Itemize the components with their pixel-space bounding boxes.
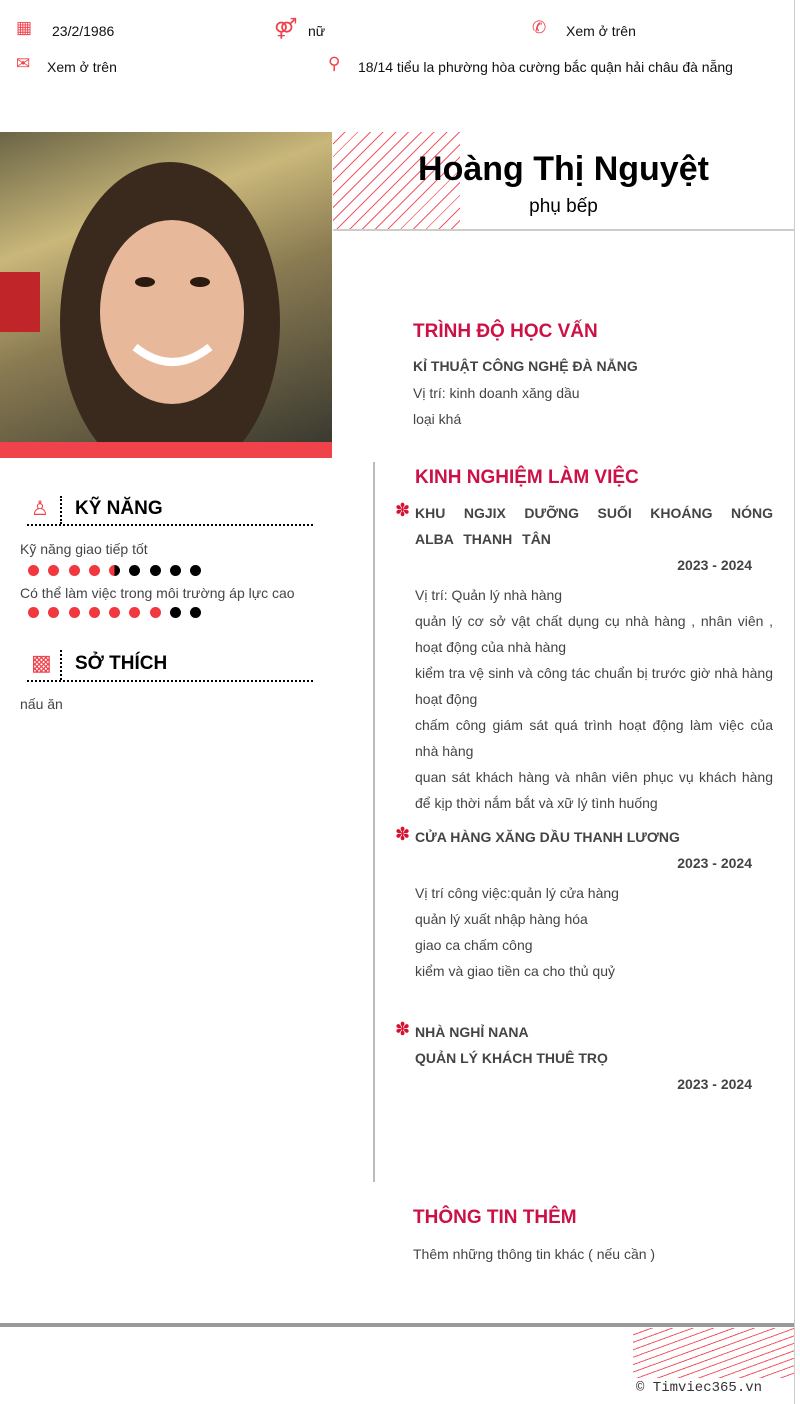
gender-icon: ⚤ bbox=[274, 18, 298, 40]
flower-icon: ✽ bbox=[395, 500, 411, 520]
job-period: 2023 - 2024 bbox=[677, 1076, 752, 1092]
location-pin-icon: ⚲ bbox=[328, 54, 341, 73]
footer-bar bbox=[0, 1323, 794, 1327]
rating-dot bbox=[129, 565, 140, 576]
calendar-icon: ▦ bbox=[16, 18, 33, 37]
job-desc: Vị trí: Quản lý nhà hàng quản lý cơ sở vật chất dụng cụ nhà hàng , nhân viên , hoạt động của nhà hàng kiểm tra vệ sinh và công tác chuẩn bị trước giờ nhà hàng hoạt động chấm công giám sát quá trình hoạt động làm việc của nhà hàng quan sát khách hàng và nhân viên phục vụ khách hàng để kịp thời nắm bắt và xữ lý tình huống bbox=[415, 587, 773, 811]
column-divider bbox=[373, 462, 375, 1182]
job-desc: Vị trí công việc:quản lý cửa hàng quản lý xuất nhập hàng hóa giao ca chấm công kiểm và giao tiền ca cho thủ quỷ bbox=[415, 885, 619, 979]
job-entry bbox=[395, 824, 773, 984]
company-name: NHÀ NGHỈ NANA bbox=[415, 1024, 529, 1040]
rating-dot bbox=[190, 607, 201, 618]
hobby-text: nấu ăn bbox=[20, 696, 63, 712]
job-title: phụ bếp bbox=[529, 196, 598, 217]
footer-stripes bbox=[633, 1328, 794, 1378]
additional-title: THÔNG TIN THÊM bbox=[413, 1207, 577, 1228]
rating-dot bbox=[109, 565, 120, 576]
education-title: TRÌNH ĐỘ HỌC VẤN bbox=[413, 321, 598, 342]
birthday: 23/2/1986 bbox=[52, 23, 115, 39]
header-divider bbox=[333, 229, 794, 231]
job-period: 2023 - 2024 bbox=[677, 557, 752, 573]
skills-header bbox=[27, 494, 313, 526]
flower-icon: ✽ bbox=[395, 1019, 411, 1039]
skills-icon: ♙ bbox=[31, 498, 49, 520]
hobbies-header bbox=[27, 648, 313, 682]
rating-dot bbox=[150, 565, 161, 576]
experience-title: KINH NGHIỆM LÀM VIỆC bbox=[415, 467, 639, 488]
address: 18/14 tiểu la phường hòa cường bắc quận hải châu đà nẵng bbox=[358, 59, 733, 75]
job-entry bbox=[395, 1019, 773, 1097]
rating-dot bbox=[69, 607, 80, 618]
email-icon: ✉ bbox=[16, 54, 31, 73]
copyright: © Timviec365.vn bbox=[636, 1380, 763, 1396]
job-position: QUẢN LÝ KHÁCH THUÊ TRỌ bbox=[415, 1050, 608, 1066]
rating-dot bbox=[28, 607, 39, 618]
gender: nữ bbox=[308, 23, 326, 39]
phone-icon: ✆ bbox=[532, 18, 547, 37]
rating-dot bbox=[48, 607, 59, 618]
rating-dot bbox=[170, 607, 181, 618]
skill-rating bbox=[28, 563, 211, 581]
divider bbox=[60, 496, 62, 524]
education-line: loại khá bbox=[413, 411, 462, 427]
skill-name: Kỹ năng giao tiếp tốt bbox=[20, 541, 148, 557]
photo-accent-bar bbox=[0, 442, 332, 458]
rating-dot bbox=[150, 607, 161, 618]
profile-photo bbox=[0, 132, 332, 442]
flower-icon: ✽ bbox=[395, 824, 411, 844]
skills-title: KỸ NĂNG bbox=[75, 498, 163, 519]
candidate-name: Hoàng Thị Nguyệt bbox=[418, 150, 709, 188]
rating-dot bbox=[89, 565, 100, 576]
divider bbox=[60, 650, 62, 680]
hobbies-title: SỞ THÍCH bbox=[75, 653, 168, 674]
school-name: KỈ THUẬT CÔNG NGHỆ ĐÀ NẴNG bbox=[413, 358, 638, 374]
phone: Xem ở trên bbox=[566, 23, 636, 39]
email: Xem ở trên bbox=[47, 59, 117, 75]
rating-dot bbox=[89, 607, 100, 618]
skill-rating bbox=[28, 605, 211, 623]
rating-dot bbox=[28, 565, 39, 576]
company-name: KHU NGJIX DƯỠNG SUỐI KHOÁNG NÓNG ALBA THANH TÂN bbox=[415, 505, 773, 547]
job-entry bbox=[395, 500, 773, 816]
education-line: Vị trí: kinh doanh xăng dầu bbox=[413, 385, 580, 401]
rating-dot bbox=[109, 607, 120, 618]
page-border bbox=[794, 0, 795, 1404]
rating-dot bbox=[48, 565, 59, 576]
cube-icon: ▩ bbox=[31, 650, 52, 675]
rating-dot bbox=[170, 565, 181, 576]
job-period: 2023 - 2024 bbox=[677, 855, 752, 871]
rating-dot bbox=[190, 565, 201, 576]
rating-dot bbox=[69, 565, 80, 576]
skill-name: Có thể làm việc trong môi trường áp lực cao bbox=[20, 585, 295, 601]
additional-text: Thêm những thông tin khác ( nếu cần ) bbox=[413, 1246, 656, 1262]
company-name: CỬA HÀNG XĂNG DẦU THANH LƯƠNG bbox=[415, 829, 680, 845]
rating-dot bbox=[129, 607, 140, 618]
